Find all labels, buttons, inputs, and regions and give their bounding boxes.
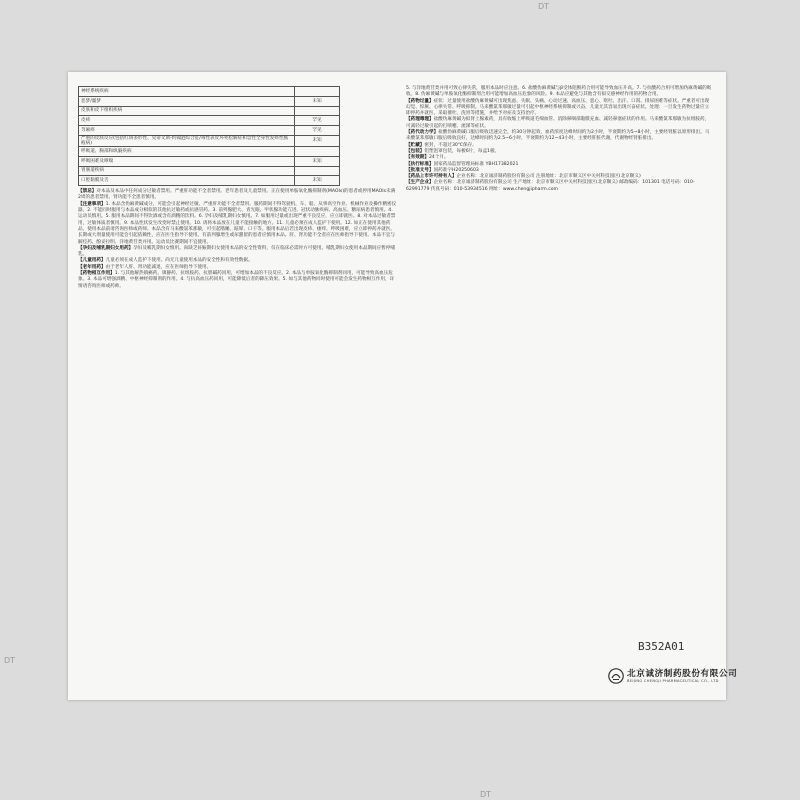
frequency-cell	[295, 106, 340, 116]
section-text: 国家药品监督管理局标准 YBH17382021	[433, 161, 519, 167]
reaction-cell: 神经系统疾病	[79, 87, 295, 97]
frequency-cell: 未知	[295, 96, 340, 106]
table-row	[79, 156, 340, 166]
company-logo	[608, 666, 738, 688]
watermark-left: DT	[4, 656, 16, 665]
section-text: 对本品及本品中任何成分过敏者禁用。严重肝功能不全者禁用。老年患者及儿童禁用。正在使用单胺氧化酶抑制剂(MAOIs)的患者或停用MAOIs未满2周的患者禁用。肾功能不全患者慎用。	[78, 189, 396, 201]
table-row	[79, 176, 340, 186]
section-heading: 【药物过量】	[406, 98, 434, 104]
section-heading: 【生产企业】	[406, 180, 434, 186]
leaflet-section	[78, 202, 398, 246]
section-text: 症状：过量使用盐酸伪麻黄碱可出现焦虑、失眠、头痛、心动过速、高血压、恶心、呕吐、出汗、口渴、排尿困难等症状。严重者可出现幻觉、惊厥、心律失常、呼吸抑制。马来酸氯苯那敏过量可引起中枢神经系统抑制或兴奋，儿童尤其容易出现兴奋症状。处理：一旦发生药物过量应立即停药并就医，采取催吐、洗胃等措施，并给予对症及支持治疗。	[406, 98, 710, 117]
section-text: 1. 本品含伪麻黄碱成分，可能会引起神经过敏、严重肝功能不全者禁用。服药期间不得驾驶机、车、船、从事高空作业、机械作业及操作精密仪器。2. 不能同时服用与本品成分相似的其他抗过敏药或抗感冒药。3. 前列腺肥大、青光眼、甲状腺功能亢进、冠状动脉疾病、高血压、糖尿病患者慎用。4. 运动员慎用。5. 服用本品期间不得饮酒或含有酒精的饮料。6. 孕妇及哺乳期妇女慎用。7. 如服用过量或出现严重不良反应，应立即就医。8. 对本品过敏者禁用，过敏体质者慎用。9. 本品性状发生改变时禁止使用。10. 请将本品放在儿童不能接触的地方。11. 儿童必须在成人监护下使用。12. 如正在使用其他药品，使用本品前请咨询医师或药师。本品含有马来酸氯苯那敏，可引起嗜睡、眩晕、口干等。服用本品后若出现皮疹、瘙痒、呼吸困难，应立即停药并就医。长期或大剂量使用可能会引起依赖性，应在医生指导下使用。有前列腺增生或尿潴留的患者应慎用本品。肝、肾功能不全者应在医师指导下使用。本品不宜与解痉药、酚妥拉明、洋地黄苷类并用。运动员比赛期间不宜使用。	[78, 201, 397, 245]
section-heading: 【批准文号】	[406, 167, 434, 173]
leaflet-section	[406, 130, 712, 143]
section-heading: 【儿童用药】	[78, 258, 106, 264]
reaction-cell: 口腔黏膜及舌	[79, 176, 295, 186]
section-text: 孕妇及哺乳期妇女慎用。尚缺乏妊娠期妇女使用本品的安全性资料，仅在临床必需时方可使用。哺乳期妇女使用本品期间应暂停哺乳。	[78, 245, 395, 258]
section-heading: 【老年用药】	[78, 264, 106, 270]
section-heading: 【药物相互作用】	[78, 271, 115, 277]
section-heading: 【执行标准】	[406, 161, 434, 167]
adverse-reaction-table	[78, 86, 340, 186]
leaflet-sheet	[68, 72, 738, 700]
table-row	[79, 166, 340, 176]
section-text: 5. 与洋地黄苷类并用可致心律失常，服用本品时应注意。6. 盐酸伪麻黄碱与β受体阻断药合用可能导致血压升高。7. 与抗酸药合用可增加伪麻黄碱的吸收。8. 伪麻黄碱与单胺氧化酶抑制剂合用可能增加高血压危象的风险。9. 本品应避免与其他含有拟交感神经作用的药物合用。	[406, 86, 712, 98]
leaflet-section	[78, 246, 398, 259]
leaflet-section	[406, 117, 712, 130]
section-text: 企业名称：北京诚济制药股份有限公司 注册地址：北京市顺义区中关村科技园区(北京顺义)	[456, 174, 641, 180]
section-heading: 【药品上市许可持有人】	[406, 174, 457, 180]
section-text: 企业名称：北京诚济制药股份有限公司 生产地址：北京市顺义区中关村科技园区(北京顺义) 邮政编码：101301 电话号码：010-62991779 传真号码：010-53934516 网址：www.chengjipharm.com	[406, 180, 695, 192]
table-row	[79, 96, 340, 106]
frequency-cell	[295, 146, 340, 156]
section-heading: 【贮藏】	[406, 142, 425, 148]
frequency-cell	[295, 166, 340, 176]
frequency-cell: 未知	[295, 176, 340, 186]
section-heading: 【包装】	[406, 148, 425, 154]
section-text: 国药准字H20250603	[433, 167, 479, 173]
leaflet-section	[406, 86, 712, 99]
table-row	[79, 146, 340, 156]
reaction-cell: 荨麻疹	[79, 126, 295, 136]
frequency-cell: 未知	[295, 135, 340, 146]
table-row	[79, 106, 340, 116]
section-heading: 【有效期】	[406, 155, 429, 161]
leaflet-section	[406, 180, 712, 193]
section-text: 铝塑泡罩包装，每板6片，每盒1板。	[424, 148, 500, 154]
section-text: 1. 与其他解热镇痛药、镇静药、抗组胺药、抗胆碱药同用，可增加本品的不良反应。2. 本品与单胺氧化酶抑制剂同用，可能导致高血压危象。3. 本品可增强酒精、中枢神经抑制剂的作用。4. 与抗高血压药同用，可能降低后者的降压效果。5. 如与其他药物同时使用可能会发生药物相互作用，详情请咨询医师或药师。	[78, 271, 395, 289]
reaction-cell: 胃肠道疾病	[79, 166, 295, 176]
section-text: 盐酸伪麻黄碱口服后吸收迅速完全，约30分钟起效，血药浓度达峰时间约为2小时，半衰期约为5~8小时，主要经肾脏以原形排出。马来酸氯苯那敏口服后吸收良好，达峰时间约为2.5~6小时，半衰期约为12~43小时，主要经肝脏代谢，代谢物经肾脏排出。	[406, 130, 710, 142]
table-row	[79, 135, 340, 146]
section-text: 密封，不超过30℃保存。	[424, 142, 477, 148]
left-column	[78, 86, 398, 290]
reaction-cell: 呼吸道、胸部和纵膈疾病	[79, 146, 295, 156]
watermark-bottom: DT	[480, 790, 492, 799]
leaflet-section	[78, 189, 398, 202]
reaction-cell: 恶梦/噩梦	[79, 96, 295, 106]
section-text: 由于老年人肝、肾功能减退，应在医师指导下使用。	[105, 264, 212, 270]
table-row	[79, 126, 340, 136]
watermark-top: DT	[538, 2, 550, 11]
reaction-cell: 皮肤和皮下组织疾病	[79, 106, 295, 116]
company-name-en: BEIJING CHENGJI PHARMACEUTICAL CO., LTD	[627, 679, 719, 683]
section-text: 24个月。	[428, 155, 449, 161]
frequency-cell: 罕见	[295, 116, 340, 126]
section-heading: 【注意事项】	[78, 201, 106, 207]
section-heading: 【药代动力学】	[406, 130, 439, 136]
leaflet-section	[406, 99, 712, 118]
frequency-cell: 未知	[295, 156, 340, 166]
section-heading: 【孕妇及哺乳期妇女用药】	[78, 245, 134, 251]
leaflet-section	[78, 271, 398, 290]
right-column	[406, 86, 712, 193]
reaction-cell: 皮疹	[79, 116, 295, 126]
section-text: 儿童必须在成人监护下使用。尚无儿童使用本品的安全性和有效性数据。	[105, 258, 253, 264]
section-heading: 【药理毒理】	[406, 117, 434, 123]
company-mark-icon	[608, 668, 624, 684]
company-name-cn: 北京诚济制药股份有限公司	[627, 669, 738, 679]
document-code: B352A01	[638, 640, 685, 653]
frequency-cell	[295, 87, 340, 97]
reaction-cell: 呼吸困难及哮喘	[79, 156, 295, 166]
table-row	[79, 87, 340, 97]
reaction-cell: 严重的皮肤反应(包括红斑多形性、史蒂文斯-约翰逊综合征/毒性表皮坏死松解症和急性全身性发疹性脓疱病)	[79, 135, 295, 146]
frequency-cell: 罕见	[295, 126, 340, 136]
section-text: 盐酸伪麻黄碱为拟肾上腺素药，具有收缩上呼吸道毛细血管、消除鼻咽部黏膜充血、减轻鼻塞症状的作用。马来酸氯苯那敏为抗组胺药，可减轻过敏引起的打喷嚏、流涕等症状。	[406, 117, 710, 129]
table-row	[79, 116, 340, 126]
section-heading: 【禁忌】	[78, 189, 97, 195]
